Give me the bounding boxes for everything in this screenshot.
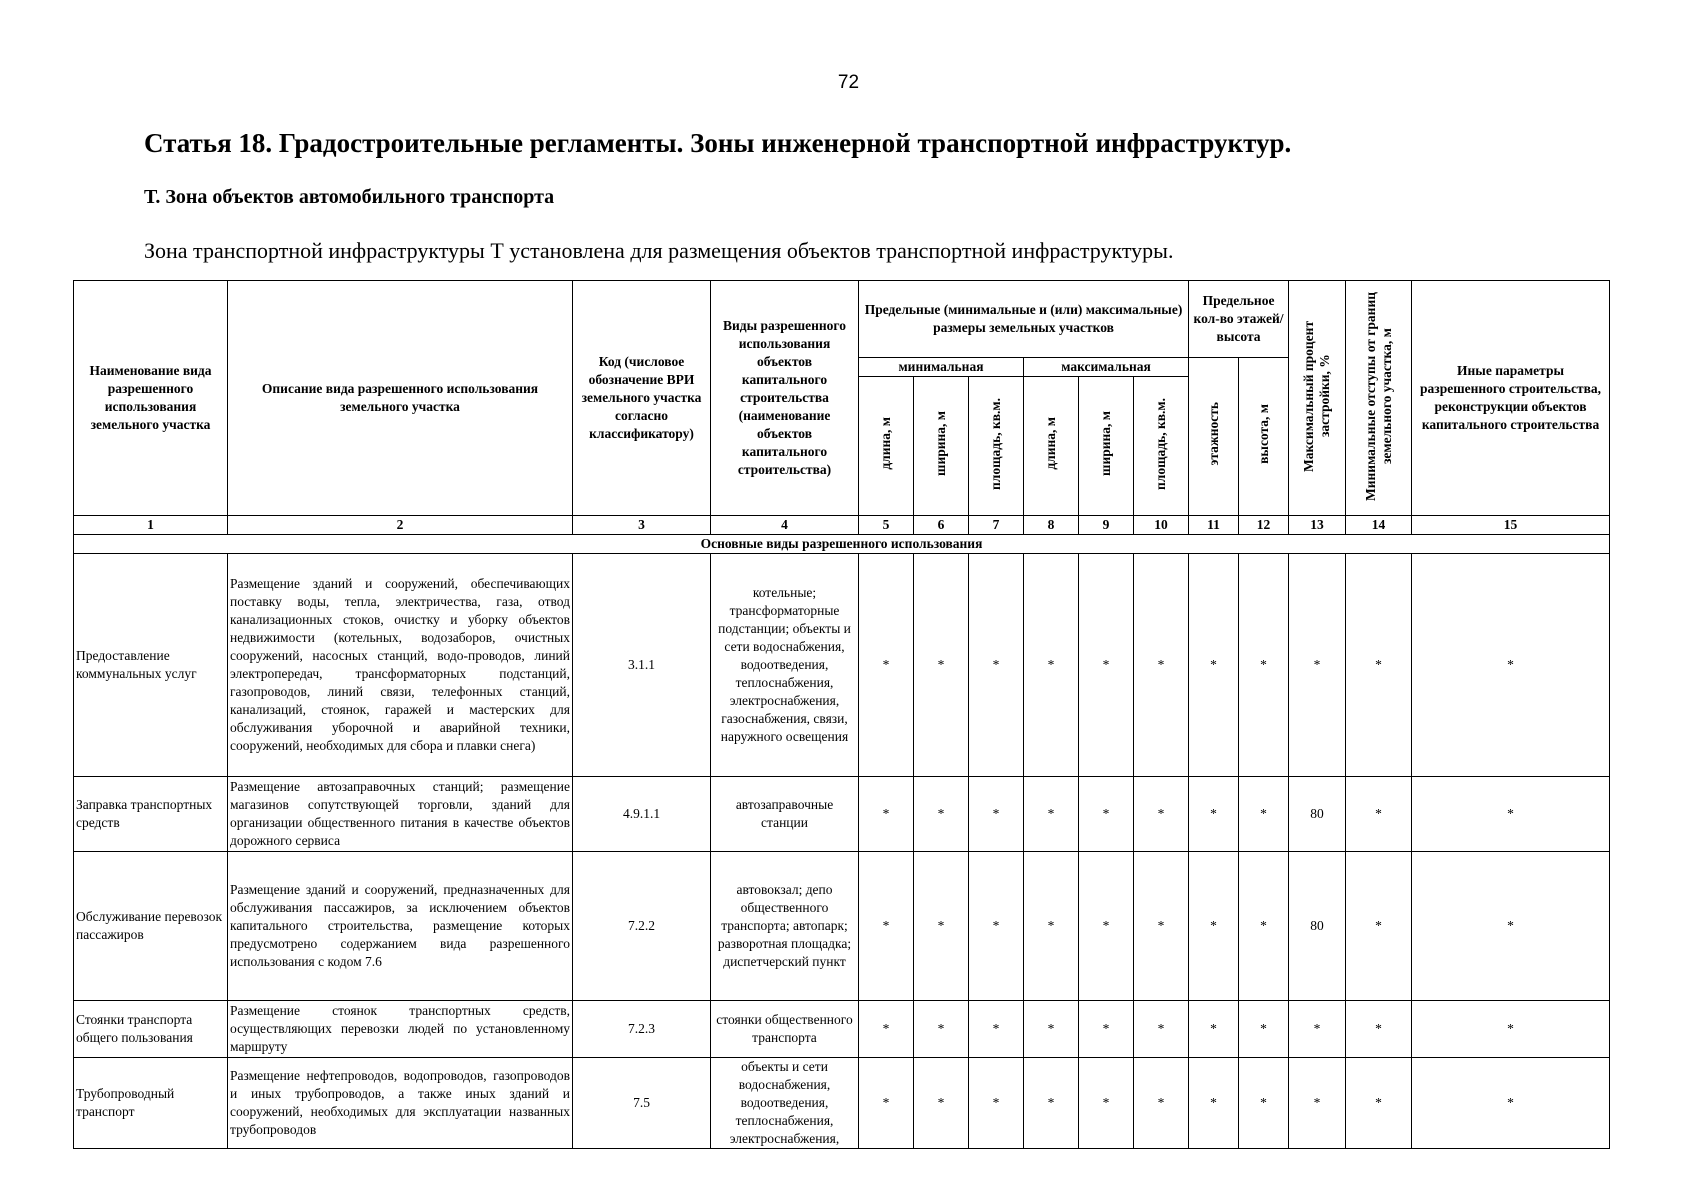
header-max-percent (1289, 281, 1346, 516)
height-value: * (1239, 1058, 1289, 1149)
min-area-value: * (969, 554, 1024, 777)
min-offset-value: * (1346, 852, 1412, 1001)
column-number: 3 (573, 516, 711, 535)
use-objects: стоянки общественного транспорта (711, 1001, 859, 1058)
header-floors-label: этажность (1205, 402, 1221, 466)
header-min-area (969, 377, 1024, 516)
zone-subheading: Т. Зона объектов автомобильного транспорта (144, 186, 555, 208)
use-name: Заправка транспортных средств (74, 777, 228, 852)
header-limits: Предельные (минимальные и (или) максимальные) размеры земельных участков (859, 281, 1189, 358)
height-value: * (1239, 852, 1289, 1001)
use-code: 7.2.2 (573, 852, 711, 1001)
max-width-value: * (1079, 1001, 1134, 1058)
header-min: минимальная (859, 358, 1024, 377)
max-length-value: * (1024, 777, 1079, 852)
use-objects: котельные; трансформаторные подстанции; объекты и сети водоснабжения, водоотведения, теплоснабжения, электроснабжения, газоснабжения, связи, наружного освещения (711, 554, 859, 777)
column-number: 5 (859, 516, 914, 535)
header-max-width-label: ширина, м (1098, 411, 1113, 476)
use-objects: автозаправочные станции (711, 777, 859, 852)
max-area-value: * (1134, 1001, 1189, 1058)
table-row (74, 554, 1610, 777)
header-max-percent-label: Максимальный процент застройки, % (1301, 319, 1333, 472)
max-width-value: * (1079, 554, 1134, 777)
column-number: 6 (914, 516, 969, 535)
table-row (74, 777, 1610, 852)
header-min-length-label: длина, м (878, 417, 893, 470)
max-length-value: * (1024, 1058, 1079, 1149)
column-number: 1 (74, 516, 228, 535)
floors-value: * (1189, 852, 1239, 1001)
min-offset-value: * (1346, 1058, 1412, 1149)
header-max-area-label: площадь, кв.м. (1153, 397, 1169, 490)
min-width-value: * (914, 777, 969, 852)
regulations-table (73, 280, 1610, 1149)
column-number: 8 (1024, 516, 1079, 535)
use-name: Обслуживание перевозок пассажиров (74, 852, 228, 1001)
height-value: * (1239, 777, 1289, 852)
column-number: 12 (1239, 516, 1289, 535)
header-min-area-label: площадь, кв.м. (988, 397, 1003, 490)
min-width-value: * (914, 1058, 969, 1149)
header-name: Наименование вида разрешенного использования земельного участка (74, 281, 228, 516)
section-title: Основные виды разрешенного использования (74, 535, 1610, 554)
floors-value: * (1189, 554, 1239, 777)
column-number: 2 (228, 516, 573, 535)
other-params-value: * (1412, 554, 1610, 777)
header-max-length-label: длина, м (1043, 417, 1058, 470)
header-min-offset (1346, 281, 1412, 516)
article-heading: Статья 18. Градостроительные регламенты. Зоны инженерной транспортной инфраструктур. (144, 128, 1292, 158)
min-length-value: * (859, 554, 914, 777)
max-width-value: * (1079, 1058, 1134, 1149)
use-code: 7.5 (573, 1058, 711, 1149)
header-min-width (914, 377, 969, 516)
header-other: Иные параметры разрешенного строительства, реконструкции объектов капитального строительства (1412, 281, 1610, 516)
min-length-value: * (859, 777, 914, 852)
use-description: Размещение стоянок транспортных средств, осуществляющих перевозки людей по установленному маршруту (228, 1001, 573, 1058)
column-number: 15 (1412, 516, 1610, 535)
column-number: 9 (1079, 516, 1134, 535)
header-max-area (1134, 377, 1189, 516)
column-number: 11 (1189, 516, 1239, 535)
table-row (74, 852, 1610, 1001)
max-percent-value: 80 (1289, 852, 1346, 1001)
use-objects: автовокзал; депо общественного транспорта; автопарк; разворотная площадка; диспетчерский пункт (711, 852, 859, 1001)
other-params-value: * (1412, 852, 1610, 1001)
min-width-value: * (914, 1001, 969, 1058)
use-description: Размещение нефтепроводов, водопроводов, газопроводов и иных трубопроводов, а также иных зданий и сооружений, необходимых для эксплуатации названных трубопроводов (228, 1058, 573, 1149)
column-number: 13 (1289, 516, 1346, 535)
page-number: 72 (837, 72, 860, 93)
use-description: Размещение зданий и сооружений, предназначенных для обслуживания пассажиров, за исключением объектов капитального строительства, размещение которых предусмотрено содержанием вида разрешенного использования с кодом 7.6 (228, 852, 573, 1001)
header-max-width (1079, 377, 1134, 516)
header-min-offset-label: Минимальные отступы от границ земельного участка, м (1362, 291, 1394, 501)
other-params-value: * (1412, 777, 1610, 852)
min-area-value: * (969, 777, 1024, 852)
header-row-top (74, 281, 1610, 358)
floors-value: * (1189, 1058, 1239, 1149)
header-max: максимальная (1024, 358, 1189, 377)
use-name: Трубопроводный транспорт (74, 1058, 228, 1149)
min-length-value: * (859, 852, 914, 1001)
min-length-value: * (859, 1058, 914, 1149)
header-code: Код (числовое обозначение ВРИ земельного участка согласно классификатору) (573, 281, 711, 516)
header-height (1239, 358, 1289, 516)
other-params-value: * (1412, 1001, 1610, 1058)
max-percent-value: 80 (1289, 777, 1346, 852)
header-min-width-label: ширина, м (933, 411, 948, 476)
min-offset-value: * (1346, 554, 1412, 777)
use-code: 4.9.1.1 (573, 777, 711, 852)
column-number: 10 (1134, 516, 1189, 535)
column-number: 14 (1346, 516, 1412, 535)
other-params-value: * (1412, 1058, 1610, 1149)
max-length-value: * (1024, 554, 1079, 777)
column-number-row (74, 516, 1610, 535)
header-description: Описание вида разрешенного использования земельного участка (228, 281, 573, 516)
max-width-value: * (1079, 852, 1134, 1001)
column-number: 4 (711, 516, 859, 535)
min-width-value: * (914, 554, 969, 777)
max-length-value: * (1024, 852, 1079, 1001)
max-area-value: * (1134, 554, 1189, 777)
header-objects: Виды разрешенного использования объектов капитального строительства (наименование объектов капитального строительства) (711, 281, 859, 516)
column-number: 7 (969, 516, 1024, 535)
header-floors (1189, 358, 1239, 516)
table-row (74, 1058, 1610, 1149)
height-value: * (1239, 554, 1289, 777)
floors-value: * (1189, 777, 1239, 852)
header-max-length (1024, 377, 1079, 516)
min-length-value: * (859, 1001, 914, 1058)
header-min-length (859, 377, 914, 516)
max-percent-value: * (1289, 1001, 1346, 1058)
use-description: Размещение автозаправочных станций; размещение магазинов сопутствующей торговли, зданий для организации общественного питания в качестве объектов дорожного сервиса (228, 777, 573, 852)
max-percent-value: * (1289, 1058, 1346, 1149)
max-area-value: * (1134, 1058, 1189, 1149)
use-code: 7.2.3 (573, 1001, 711, 1058)
use-name: Стоянки транспорта общего пользования (74, 1001, 228, 1058)
use-objects: объекты и сети водоснабжения, водоотведения, теплоснабжения, электроснабжения, (711, 1058, 859, 1149)
header-floors-group: Предельное кол-во этажей/ высота (1189, 281, 1289, 358)
max-width-value: * (1079, 777, 1134, 852)
use-description: Размещение зданий и сооружений, обеспечивающих поставку воды, тепла, электричества, газа, отвод канализационных стоков, очистку и уборку объектов недвижимости (котельных, водозаборов, очистных сооружений, насосных станций, водо-проводов, линий электропередач, трансформаторных подстанций, газопроводов, линий связи, телефонных станций, канализаций, стоянок, гаражей и мастерских для обслуживания уборочной и аварийной техники, сооружений, необходимых для сбора и плавки снега) (228, 554, 573, 777)
max-area-value: * (1134, 852, 1189, 1001)
max-length-value: * (1024, 1001, 1079, 1058)
min-offset-value: * (1346, 1001, 1412, 1058)
max-area-value: * (1134, 777, 1189, 852)
use-code: 3.1.1 (573, 554, 711, 777)
section-row (74, 535, 1610, 554)
max-percent-value: * (1289, 554, 1346, 777)
header-height-label: высота, м (1255, 404, 1271, 464)
height-value: * (1239, 1001, 1289, 1058)
min-width-value: * (914, 852, 969, 1001)
min-offset-value: * (1346, 777, 1412, 852)
use-name: Предоставление коммунальных услуг (74, 554, 228, 777)
intro-paragraph: Зона транспортной инфраструктуры Т установлена для размещения объектов транспортной инфраструктуры. (144, 238, 1174, 263)
table-row (74, 1001, 1610, 1058)
min-area-value: * (969, 1058, 1024, 1149)
min-area-value: * (969, 1001, 1024, 1058)
floors-value: * (1189, 1001, 1239, 1058)
min-area-value: * (969, 852, 1024, 1001)
